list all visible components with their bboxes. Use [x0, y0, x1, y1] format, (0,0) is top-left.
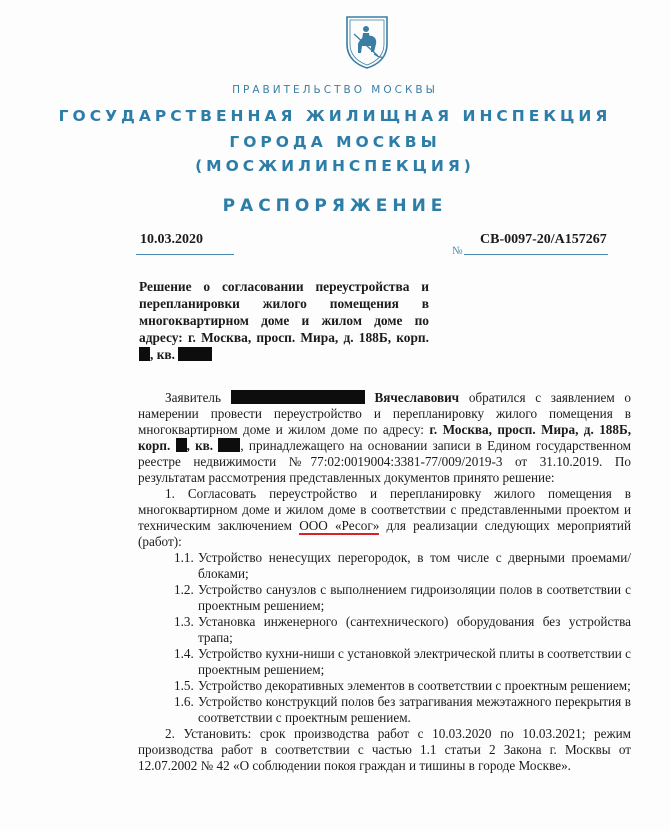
document-number: СВ-0097-20/А157267 — [480, 232, 607, 247]
paragraph-applicant — [138, 390, 631, 486]
works-list — [138, 550, 631, 726]
paragraph-text: 1. Согласовать переустройство и перепланировку жилого помещения в многоквартирном доме и жилом доме в соответствии с представленными проектом и техническим заключением — [138, 486, 631, 533]
address-text: г. Москва, просп. Мира, д. 188Б, корп. — [138, 422, 631, 453]
company-name: ООО «Ресог» — [299, 518, 380, 533]
list-item — [138, 614, 631, 646]
applicant-patronymic: Вячеславович — [374, 390, 460, 405]
agency-name-line2: ГОРОДА МОСКВЫ — [229, 133, 441, 151]
document-type-title: РАСПОРЯЖЕНИЕ — [222, 196, 448, 216]
redacted-block — [176, 438, 187, 452]
item-number: 1.6. — [174, 694, 194, 709]
applicant-label: Заявитель — [165, 390, 222, 405]
agency-name-line1: ГОСУДАРСТВЕННАЯ ЖИЛИЩНАЯ ИНСПЕКЦИЯ — [58, 107, 612, 125]
item-text: Установка инженерного (сантехнического) оборудования без устройства трапа; — [198, 614, 631, 645]
number-sign: № — [452, 245, 463, 257]
document-subject — [139, 278, 429, 363]
government-name: ПРАВИТЕЛЬСТВО МОСКВЫ — [232, 84, 438, 96]
number-underline — [464, 254, 608, 255]
item-text: Устройство конструкций полов без затрагивания межэтажного перекрытия в соответствии с проектным решением. — [198, 694, 631, 725]
item-text: Устройство санузлов с выполнением гидроизоляции полов в соответствии с проектным решением; — [198, 582, 631, 613]
paragraph-terms: 2. Установить: срок производства работ с 10.03.2020 по 10.03.2021; режим производства работ в соответствии с частью 1.1 статьи 2 Закона г. Москвы от 12.07.2002 № 42 «О соблюдении покоя граждан и тишины в городе Москве». — [138, 726, 631, 773]
item-text: Устройство ненесущих перегородок, в том числе с дверными проемами/блоками; — [198, 550, 631, 581]
redacted-block — [218, 438, 240, 452]
item-number: 1.3. — [174, 614, 194, 629]
list-item — [138, 646, 631, 678]
subject-text: Решение о согласовании переустройства и перепланировки жилого помещения в многоквартирном доме и жилом доме по адресу: г. Москва, просп. Мира, д. 188Б, корп. — [139, 279, 429, 345]
redacted-block — [178, 347, 212, 361]
list-item — [138, 678, 631, 694]
paragraph-text: , принадлежащего на основании записи в Едином государственном реестре недвижимости №77:02:0019004:3381-77/009/2019-3 от 31.10.2019. По результатам рассмотрения представленных документов принято решение: — [138, 438, 632, 485]
item-number: 1.5. — [174, 678, 194, 693]
item-text: Устройство декоративных элементов в соответствии с проектным решением; — [198, 678, 631, 693]
list-item — [138, 582, 631, 614]
item-number: 1.2. — [174, 582, 194, 597]
document-body — [138, 390, 631, 774]
item-number: 1.1. — [174, 550, 194, 565]
list-item — [138, 694, 631, 726]
item-text: Устройство кухни-ниши с установкой электрической плиты в соответствии с проектным решением; — [198, 646, 631, 677]
date-underline — [136, 254, 234, 255]
list-item — [138, 550, 631, 582]
address-kv: , кв. — [186, 438, 214, 453]
redacted-block — [139, 347, 150, 361]
item-number: 1.4. — [174, 646, 194, 661]
document-date: 10.03.2020 — [140, 232, 203, 247]
paragraph-text: обратился с заявлением о намерении провести переустройство и перепланировку жилого помещения в многоквартирном доме и жилом доме по адресу: — [138, 390, 632, 437]
paragraph-text: для реализации следующих мероприятий (работ): — [138, 518, 631, 549]
redacted-block — [231, 390, 365, 404]
paragraph-decision — [138, 486, 631, 550]
agency-name-line3: (МОСЖИЛИНСПЕКЦИЯ) — [195, 157, 475, 175]
moscow-coat-of-arms-icon — [344, 14, 390, 70]
subject-kv: , кв. — [150, 347, 175, 362]
